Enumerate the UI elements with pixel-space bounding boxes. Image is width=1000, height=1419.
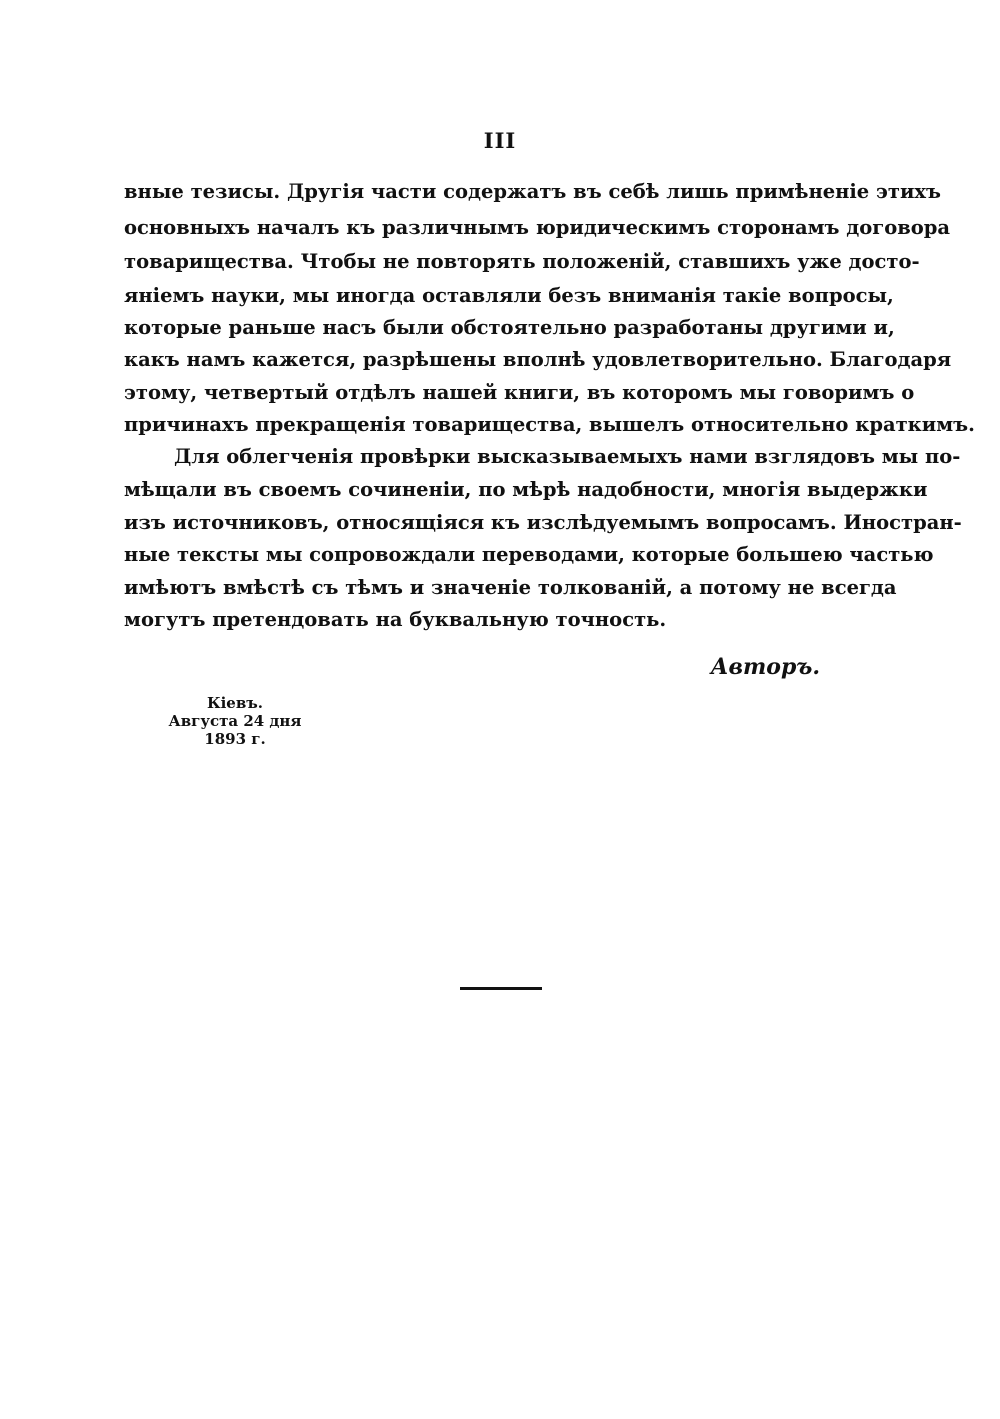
- author-signature: Авторъ.: [710, 654, 820, 680]
- closing-rule: [460, 987, 542, 990]
- text-line: имѣютъ вмѣстѣ съ тѣмъ и значеніе толкованій, а потому не всегда: [124, 576, 897, 599]
- place-date-block: [140, 694, 330, 748]
- place-name: Кіевъ.: [206, 694, 264, 712]
- text-line: мѣщали въ своемъ сочиненіи, по мѣрѣ надобности, многія выдержки: [124, 478, 928, 501]
- page-number: III: [483, 128, 517, 153]
- text-line: могутъ претендовать на буквальную точность.: [124, 608, 667, 631]
- date-line: Августа 24 дня: [168, 712, 302, 730]
- text-line: изъ источниковъ, относящіяся къ изслѣдуемымъ вопросамъ. Иностран-: [124, 511, 962, 534]
- text-line: основныхъ началъ къ различнымъ юридическимъ сторонамъ договора: [124, 216, 951, 239]
- year-line: 1893 г.: [204, 730, 266, 748]
- text-line: ные тексты мы сопровождали переводами, которые большею частью: [124, 543, 934, 566]
- text-line: Для облегченія провѣрки высказываемыхъ нами взглядовъ мы по-: [174, 445, 961, 468]
- text-line: этому, четвертый отдѣлъ нашей книги, въ которомъ мы говоримъ о: [124, 381, 915, 404]
- text-line: какъ намъ кажется, разрѣшены вполнѣ удовлетворительно. Благодаря: [124, 348, 952, 371]
- text-line: вные тезисы. Другія части содержатъ въ себѣ лишь примѣненіе этихъ: [124, 180, 942, 203]
- text-line: яніемъ науки, мы иногда оставляли безъ вниманія такіе вопросы,: [124, 284, 894, 307]
- text-line: которые раньше насъ были обстоятельно разработаны другими и,: [124, 316, 895, 339]
- text-line: причинахъ прекращенія товарищества, вышелъ относительно краткимъ.: [124, 413, 975, 436]
- text-line: товарищества. Чтобы не повторять положеній, ставшихъ уже досто-: [124, 250, 920, 273]
